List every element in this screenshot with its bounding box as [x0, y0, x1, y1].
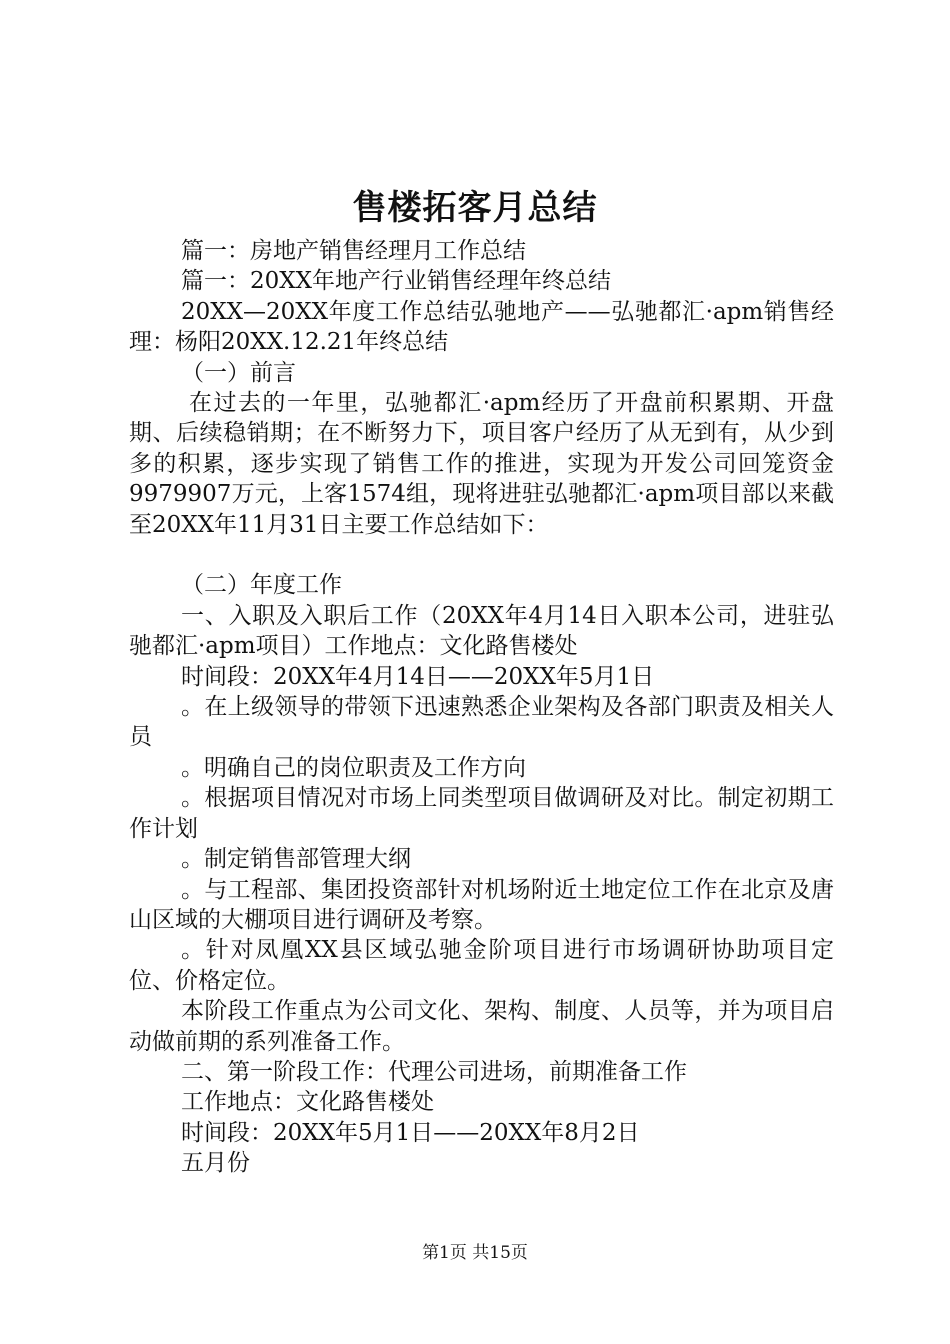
paragraph-period-2: 时间段：20XX年5月1日——20XX年8月2日 — [181, 1119, 640, 1146]
paragraph-work-location: 工作地点：文化路售楼处 — [181, 1089, 434, 1116]
paragraph-heading-2: 篇一：20XX年地产行业销售经理年终总结 — [181, 268, 612, 295]
section-heading-stage-one: 二、第一阶段工作：代理公司进场，前期准备工作 — [181, 1058, 687, 1085]
list-item: 。针对凤凰XX县区域弘驰金阶项目进行市场调研协助项目定位、价格定位。 — [129, 937, 834, 994]
document-title: 售楼拓客月总结 — [352, 188, 598, 228]
list-item: 。明确自己的岗位职责及工作方向 — [181, 754, 526, 781]
list-item: 。根据项目情况对市场上同类型项目做调研及对比。制定初期工作计划 — [129, 785, 834, 842]
document-body — [129, 236, 834, 1179]
paragraph-report-header: 20XX—20XX年度工作总结弘驰地产——弘驰都汇·apm销售经理：杨阳20XX.12.21年终总结 — [129, 298, 834, 356]
paragraph-onboarding: 一、入职及入职后工作（20XX年4月14日入职本公司，进驻弘驰都汇·apm项目）工作地点：文化路售楼处 — [129, 602, 834, 660]
paragraph-heading-1: 篇一：房地产销售经理月工作总结 — [181, 238, 526, 264]
list-item: 。在上级领导的带领下迅速熟悉企业架构及各部门职责及相关人员 — [129, 694, 834, 751]
paragraph-stage-focus: 本阶段工作重点为公司文化、架构、制度、人员等，并为项目启动做前期的系列准备工作。 — [129, 998, 834, 1055]
paragraph-may: 五月份 — [181, 1150, 250, 1177]
list-item: 。与工程部、集团投资部针对机场附近土地定位工作在北京及唐山区域的大棚项目进行调研及考察。 — [129, 876, 834, 933]
page-indicator: 第1页 共15页 — [422, 1243, 528, 1263]
section-heading-annual-work: （二）年度工作 — [181, 572, 342, 599]
paragraph-period-1: 时间段：20XX年4月14日——20XX年5月1日 — [181, 663, 655, 690]
paragraph-preface-body: 在过去的一年里，弘驰都汇·apm经历了开盘前积累期、开盘期、后续稳销期；在不断努力下，项目客户经历了从无到有，从少到多的积累，逐步实现了销售工作的推进，实现为开发公司回笼资金9979907万元，上客1574组，现将进驻弘驰都汇·apm项目部以来截至20XX年11月31日主要工作总结如下： — [129, 390, 834, 538]
list-item: 。制定销售部管理大纲 — [181, 846, 411, 873]
section-heading-preface: （一）前言 — [181, 359, 296, 386]
paragraph-spacer — [129, 540, 834, 570]
